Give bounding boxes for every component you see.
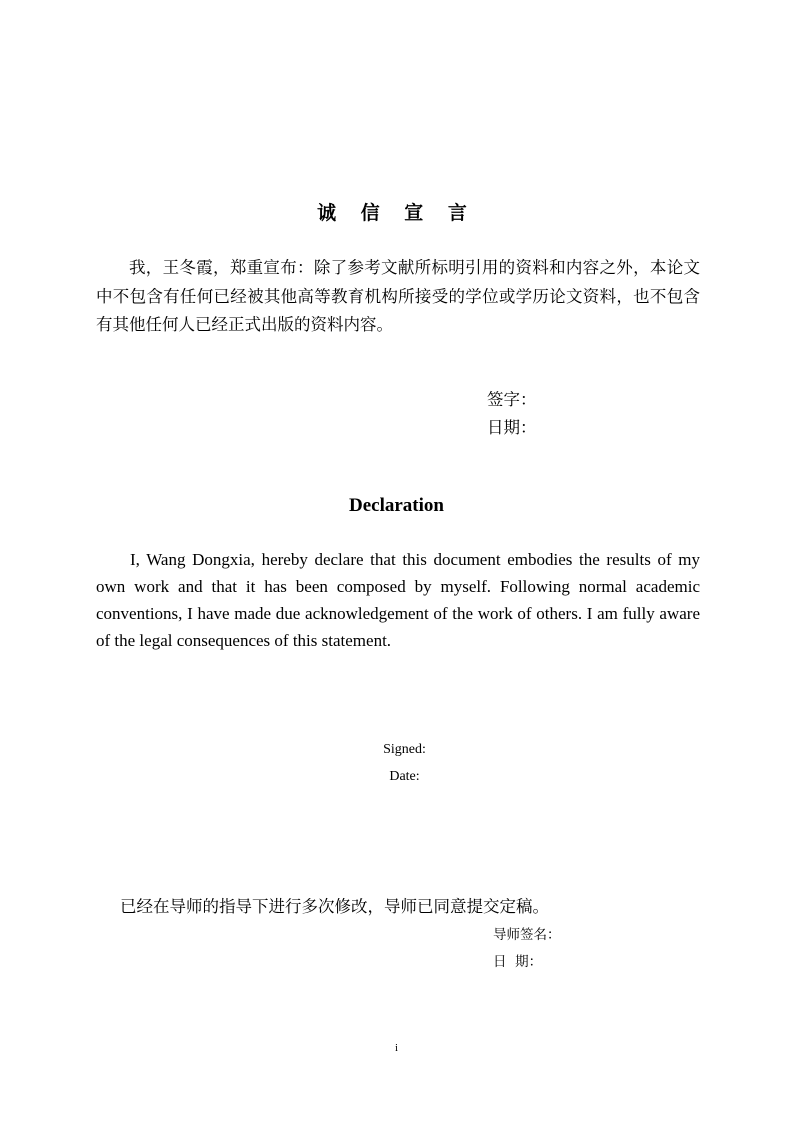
- advisor-approval-note: 已经在导师的指导下进行多次修改，导师已同意提交定稿。: [120, 897, 549, 916]
- english-declaration-title: Declaration: [349, 495, 444, 516]
- english-date-label: Date:: [389, 769, 420, 784]
- english-signature-block: [0, 736, 793, 790]
- chinese-declaration-title: 诚 信 宣 言: [317, 202, 476, 224]
- advisor-date-label: 日 期：: [493, 954, 543, 970]
- chinese-signature-label: 签字：: [487, 390, 537, 409]
- chinese-declaration-paragraph: 我，王冬霞，郑重宣布：除了参考文献所标明引用的资料和内容之外，本论文中不包含有任何已经被其他高等教育机构所接受的学位或学历论文资料，也不包含有其他任何人已经正式出版的资料内容。: [96, 258, 700, 334]
- advisor-signature-block: [493, 922, 561, 976]
- chinese-date-label: 日期：: [487, 418, 537, 437]
- advisor-signature-label: 导师签名：: [493, 927, 561, 943]
- english-declaration-paragraph: I, Wang Dongxia, hereby declare that this document embodies the results of my own work and that it has been composed by myself. Following normal academic conventions, I have made due acknowledgement of the work of others. I am fully aware of the legal consequences of this statement.: [96, 550, 700, 650]
- page-number: i: [394, 1042, 399, 1054]
- chinese-signature-block: [487, 386, 537, 442]
- english-signed-label: Signed:: [383, 742, 426, 757]
